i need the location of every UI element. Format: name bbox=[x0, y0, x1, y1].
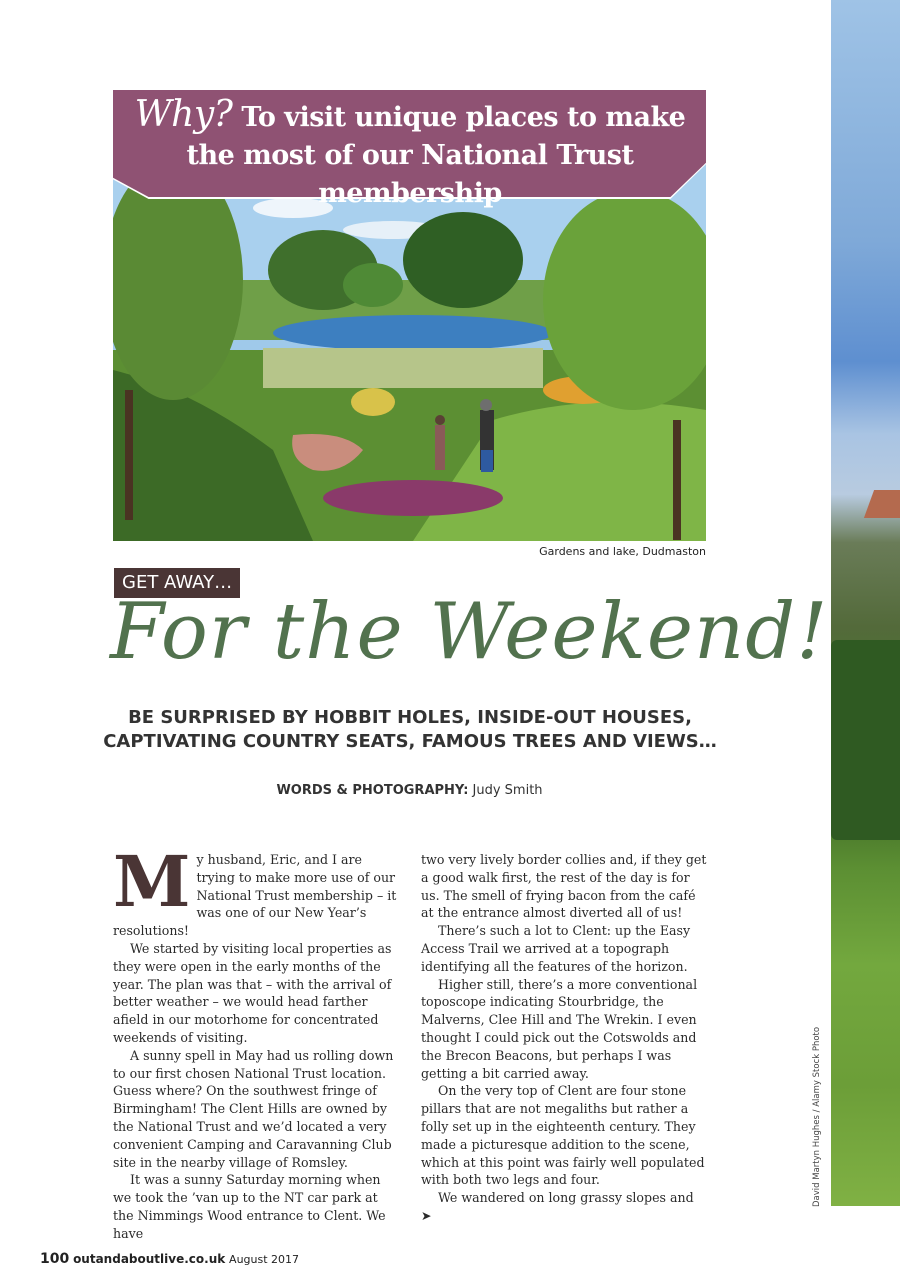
paragraph: Higher still, there’s a more conventional toposcope indicating Stourbridge, the Malverns, Clee Hill and The Wrekin. I even thought I could pick out the Cotswolds and the Brecon Beacons, but perhaps I was getting a bit carried away. bbox=[421, 976, 698, 1081]
paragraph: There’s such a lot to Clent: up the Easy Access Trail we arrived at a topograph identifying all the features of the horizon. bbox=[421, 923, 691, 974]
banner-text bbox=[120, 96, 700, 213]
byline bbox=[113, 783, 706, 798]
headline: For the Weekend! bbox=[110, 587, 829, 677]
drop-cap: M bbox=[113, 840, 191, 923]
paragraph: A sunny spell in May had us rolling down to our first chosen National Trust location. Guess where? On the southwest fringe of Birmingham! The Clent Hills are owned by the National Trust and we’d located a very convenient Camping and Caravanning Club site in the nearby village of Romsley. bbox=[113, 1047, 394, 1170]
byline-name: Judy Smith bbox=[472, 783, 543, 798]
hedge-shape bbox=[831, 640, 900, 840]
issue-date: August 2017 bbox=[229, 1253, 300, 1266]
standfirst: BE SURPRISED BY HOBBIT HOLES, INSIDE-OUT HOUSES, CAPTIVATING COUNTRY SEATS, FAMOUS TREES AND VIEWS… bbox=[103, 707, 717, 752]
banner-reason: To visit unique places to make the most of our National Trust membership bbox=[186, 102, 686, 209]
article-column-2 bbox=[421, 851, 707, 1225]
paragraph: It was a sunny Saturday morning when we took the ’van up to the NT car park at the Nimmings Wood entrance to Clent. We have bbox=[113, 1172, 386, 1241]
paragraph: We started by visiting local properties as they were open in the early months of the year. The plan was that – with the arrival of better weather – we would head farther afield in our motorhome for concentrated weekends of visiting. bbox=[113, 940, 392, 1045]
section-kicker: GET AWAY… bbox=[114, 568, 240, 598]
banner-why: Why? bbox=[134, 94, 233, 135]
paragraph bbox=[113, 840, 399, 940]
article-column-1 bbox=[113, 840, 399, 1243]
paragraph-text: y husband, Eric, and I are trying to make more use of our National Trust membership – it was one of our New Year’s resolutions! bbox=[113, 852, 397, 939]
paragraph: two very lively border collies and, if they get a good walk first, the rest of the day is for us. The smell of frying bacon from the café at the entrance almost diverted all of us! bbox=[421, 852, 707, 921]
paragraph: On the very top of Clent are four stone pillars that are not megaliths but rather a folly set up in the eighteenth century. They made a picturesque addition to the scene, which at this point was fairly well populated with both two legs and four. bbox=[421, 1083, 705, 1188]
paragraph: We wandered on long grassy slopes and ➤ bbox=[421, 1190, 694, 1223]
page-footer bbox=[40, 1251, 299, 1267]
byline-label: WORDS & PHOTOGRAPHY: bbox=[276, 783, 469, 798]
photo-credit: David Martyn Hughes / Alamy Stock Photo bbox=[812, 1026, 822, 1207]
page-number: 100 bbox=[40, 1251, 70, 1267]
photo-caption: Gardens and lake, Dudmaston bbox=[539, 545, 706, 558]
side-photo-garden bbox=[831, 0, 900, 1206]
site-url: outandaboutlive.co.uk bbox=[73, 1252, 226, 1266]
roof-shape bbox=[864, 490, 900, 518]
